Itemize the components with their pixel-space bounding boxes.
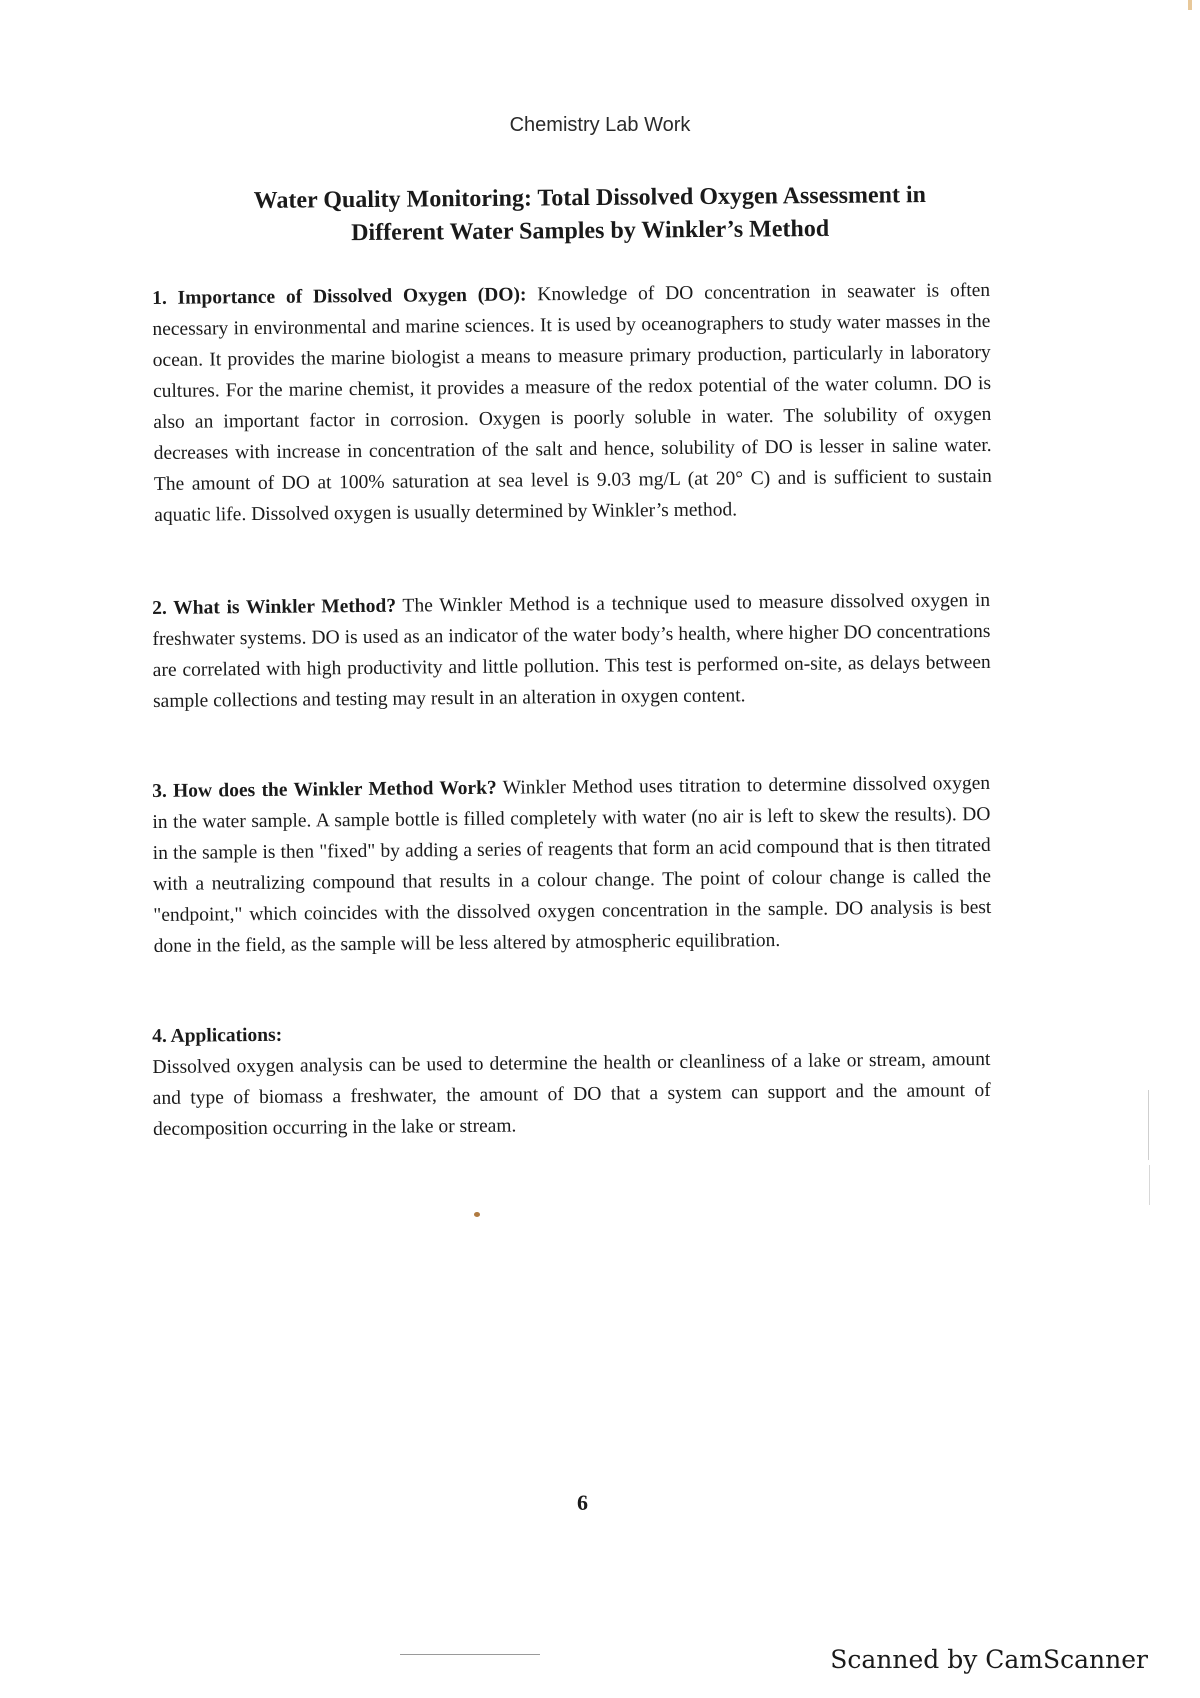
section-body: Winkler Method uses titration to determine dissolved oxygen in the water sample. A sample bottle is filled completely with water (no air is left to skew the results). DO in the sample is then "fixed" by adding a series of reagents that form an acid compound that is then titrated with a neutralizing compound that results in a colour change. The point of colour change is called the "endpoint," which coincides with the dissolved oxygen concentration in the sample. DO analysis is best done in the field, as the sample will be less altered by atmospheric equilibration. [152,772,992,957]
section-applications [152,1013,991,1145]
scan-edge-line [1148,1090,1149,1160]
scan-edge-line [1149,1165,1150,1205]
scan-bottom-line [400,1654,540,1655]
section-heading: 3. How does the Winkler Method Work? [152,777,497,802]
section-how-winkler-works [152,768,992,962]
page-number: 6 [577,1490,588,1515]
document-title [190,179,991,252]
title-line-1: Water Quality Monitoring: Total Dissolved Oxygen Assessment in [253,182,927,214]
section-heading: 1. Importance of Dissolved Oxygen (DO): [152,284,527,309]
section-heading: 4. Applications: [152,1024,283,1047]
scan-edge-mark [1188,0,1192,10]
camscanner-watermark: Scanned by CamScanner [830,1645,1148,1674]
section-what-is-winkler [152,585,991,717]
section-importance-of-do [152,275,992,531]
title-line-2: Different Water Samples by Winkler’s Method [351,215,830,247]
section-body: The Winkler Method is a technique used to measure dissolved oxygen in freshwater systems. DO is used as an indicator of the water body’s health, where higher DO concentrations are correlated with high productivity and little pollution. This test is performed on-site, as delays between sample collections and testing may result in an alteration in oxygen content. [152,589,991,712]
section-body: Knowledge of DO concentration in seawater is often necessary in environmental and marine sciences. It is used by oceanographers to study water masses in the ocean. It provides the marine biologist a means to measure primary production, particularly in laboratory cultures. For the marine chemist, it provides a measure of the redox potential of the water column. DO is also an important factor in corrosion. Oxygen is poorly soluble in water. The solubility of oxygen decreases with increase in concentration of the salt and hence, solubility of DO is lesser in saline water. The amount of DO at 100% saturation at sea level is 9.03 mg/L (at 20° C) and is sufficient to sustain aquatic life. Dissolved oxygen is usually determined by Winkler’s method. [152,279,992,526]
section-body: Dissolved oxygen analysis can be used to determine the health or cleanliness of a lake or stream, amount and type of biomass a freshwater, the amount of DO that a system can support and the amount of decomposition occurring in the lake or stream. [152,1048,991,1140]
scan-speck [474,1212,480,1217]
section-heading: 2. What is Winkler Method? [152,595,397,619]
page-header: Chemistry Lab Work [509,114,691,136]
